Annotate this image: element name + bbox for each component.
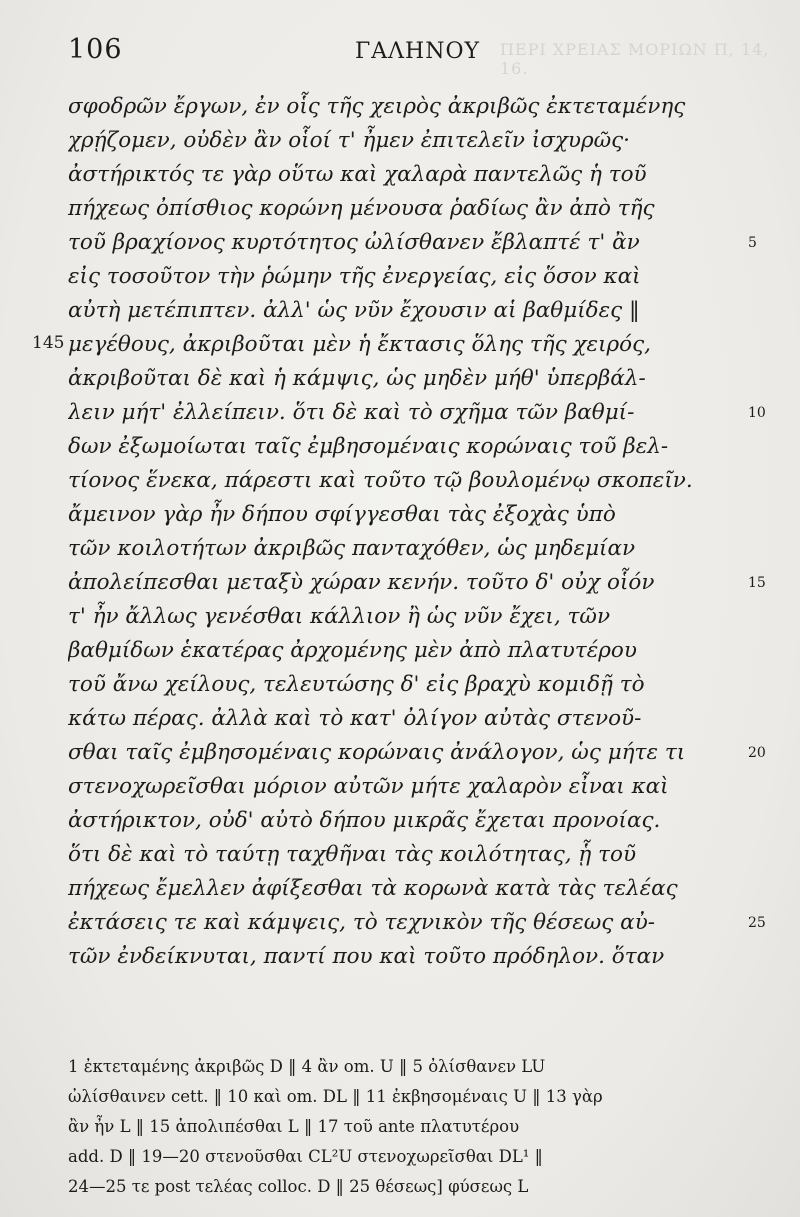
line-text: ἄμεινον γὰρ ἦν δήπου σφίγγεσθαι τὰς ἐξοχὰς ὑπὸ — [68, 502, 616, 527]
line-text: τίονος ἕνεκα, πάρεστι καὶ τοῦτο τῷ βουλομένῳ σκοπεῖν. — [68, 468, 693, 493]
line-text: αὐτὴ μετέπιπτεν. ἀλλ' ὡς νῦν ἔχουσιν αἱ βαθμίδες ‖ — [68, 298, 640, 323]
line-text: τ' ἦν ἄλλως γενέσθαι κάλλιον ἢ ὡς νῦν ἔχει, τῶν — [68, 604, 611, 629]
line-number: 20 — [748, 745, 766, 761]
line-text: σφοδρῶν ἔργων, ἐν οἷς τῆς χειρὸς ἀκριβῶς ἐκτεταμένης — [68, 94, 686, 119]
line-text: πήχεως ὀπίσθιος κορώνη μένουσα ῥαδίως ἂν ἀπὸ τῆς — [68, 196, 655, 221]
line-text: βαθμίδων ἑκατέρας ἀρχομένης μὲν ἀπὸ πλατυτέρου — [68, 638, 637, 663]
line-text: πήχεως ἔμελλεν ἀφίξεσθαι τὰ κορωνὰ κατὰ τὰς τελέας — [68, 876, 678, 901]
line-text: τοῦ ἄνω χείλους, τελευτώσης δ' εἰς βραχὺ κομιδῇ τὸ — [68, 672, 645, 697]
bleed-through-text: ΠΕΡΙ ΧΡΕΙΑΣ ΜΟΡΙΩΝ Π, 14, 16. — [500, 40, 770, 78]
text-line — [0, 430, 800, 464]
line-text: λειν μήτ' ἐλλείπειν. ὅτι δὲ καὶ τὸ σχῆμα τῶν βαθμί- — [68, 400, 635, 425]
line-text: δων ἐξωμοίωται ταῖς ἐμβησομέναις κορώναις τοῦ βελ- — [68, 434, 669, 459]
line-number: 10 — [748, 405, 766, 421]
line-text: τῶν κοιλοτήτων ἀκριβῶς πανταχόθεν, ὡς μηδεμίαν — [68, 536, 636, 561]
footnote-text: 1 ἐκτεταμένης ἀκριβῶς D ‖ 4 ἂν om. U ‖ 5 ὀλίσθανεν LU — [68, 1057, 546, 1076]
footnote-text: 24—25 τε post τελέας colloc. D ‖ 25 θέσεως] φύσεως L — [68, 1177, 529, 1196]
marginal-page-reference: 145 — [32, 333, 65, 353]
text-line — [0, 532, 800, 566]
footnote-line — [0, 1052, 800, 1082]
text-line — [0, 124, 800, 158]
text-line — [0, 192, 800, 226]
text-line — [0, 838, 800, 872]
footnote-divider — [100, 1038, 700, 1039]
text-line — [0, 226, 800, 260]
line-text: στενοχωρεῖσθαι μόριον αὐτῶν μήτε χαλαρὸν εἶναι καὶ — [68, 774, 669, 799]
footnote-text: add. D ‖ 19—20 στενοῦσθαι CL²U στενοχωρεῖσθαι DL¹ ‖ — [68, 1147, 543, 1166]
text-line — [0, 362, 800, 396]
line-number: 25 — [748, 915, 766, 931]
text-line — [0, 90, 800, 124]
line-number: 5 — [748, 235, 757, 251]
line-text: ὅτι δὲ καὶ τὸ ταύτῃ ταχθῆναι τὰς κοιλότητας, ᾗ τοῦ — [68, 842, 637, 867]
line-text: ἀστήρικτός τε γὰρ οὕτω καὶ χαλαρὰ παντελῶς ἡ τοῦ — [68, 162, 647, 187]
line-text: ἐκτάσεις τε καὶ κάμψεις, τὸ τεχνικὸν τῆς θέσεως αὐ- — [68, 910, 656, 935]
text-line — [0, 668, 800, 702]
text-line — [0, 872, 800, 906]
text-line — [0, 294, 800, 328]
text-line — [0, 600, 800, 634]
text-line — [0, 328, 800, 362]
text-line — [0, 940, 800, 974]
line-text: κάτω πέρας. ἀλλὰ καὶ τὸ κατ' ὀλίγον αὐτὰς στενοῦ- — [68, 706, 642, 731]
text-line — [0, 736, 800, 770]
text-line — [0, 158, 800, 192]
text-line — [0, 634, 800, 668]
footnote-line — [0, 1082, 800, 1112]
footnote-line — [0, 1112, 800, 1142]
line-number: 15 — [748, 575, 766, 591]
text-line — [0, 804, 800, 838]
footnote-line — [0, 1172, 800, 1202]
footnote-line — [0, 1142, 800, 1172]
text-line — [0, 906, 800, 940]
text-line — [0, 396, 800, 430]
apparatus-criticus — [0, 1052, 800, 1202]
footnote-text: ἂν ἦν L ‖ 15 ἀπολιπέσθαι L ‖ 17 τοῦ ante πλατυτέρου — [68, 1117, 520, 1136]
main-text — [0, 90, 800, 974]
page-header — [0, 34, 800, 78]
line-text: ἀκριβοῦται δὲ καὶ ἡ κάμψις, ὡς μηδὲν μήθ' ὑπερβάλ- — [68, 366, 646, 391]
text-line — [0, 770, 800, 804]
line-text: ἀστήρικτον, οὐδ' αὐτὸ δήπου μικρᾶς ἔχεται προνοίας. — [68, 808, 661, 833]
line-text: εἰς τοσοῦτον τὴν ῥώμην τῆς ἐνεργείας, εἰς ὅσον καὶ — [68, 264, 641, 289]
text-line — [0, 260, 800, 294]
line-text: τῶν ἐνδείκνυται, παντί που καὶ τοῦτο πρόδηλον. ὅταν — [68, 944, 665, 969]
line-text: ἀπολείπεσθαι μεταξὺ χώραν κενήν. τοῦτο δ' οὐχ οἷόν — [68, 570, 655, 595]
line-text: μεγέθους, ἀκριβοῦται μὲν ἡ ἔκτασις ὅλης τῆς χειρός, — [68, 332, 651, 357]
text-line — [0, 702, 800, 736]
text-line — [0, 464, 800, 498]
text-line — [0, 498, 800, 532]
running-title: ΓΑΛΗΝΟΥ — [355, 39, 481, 64]
line-text: τοῦ βραχίονος κυρτότητος ὠλίσθανεν ἔβλαπτέ τ' ἂν — [68, 230, 640, 255]
footnote-text: ὠλίσθαινεν cett. ‖ 10 καὶ om. DL ‖ 11 ἐκβησομέναις U ‖ 13 γὰρ — [68, 1087, 603, 1106]
line-text: χρῄζομεν, οὐδὲν ἂν οἷοί τ' ἦμεν ἐπιτελεῖν ἰσχυρῶς· — [68, 128, 631, 153]
page-number: 106 — [68, 34, 123, 65]
line-text: σθαι ταῖς ἐμβησομέναις κορώναις ἀνάλογον, ὡς μήτε τι — [68, 740, 686, 765]
text-line — [0, 566, 800, 600]
